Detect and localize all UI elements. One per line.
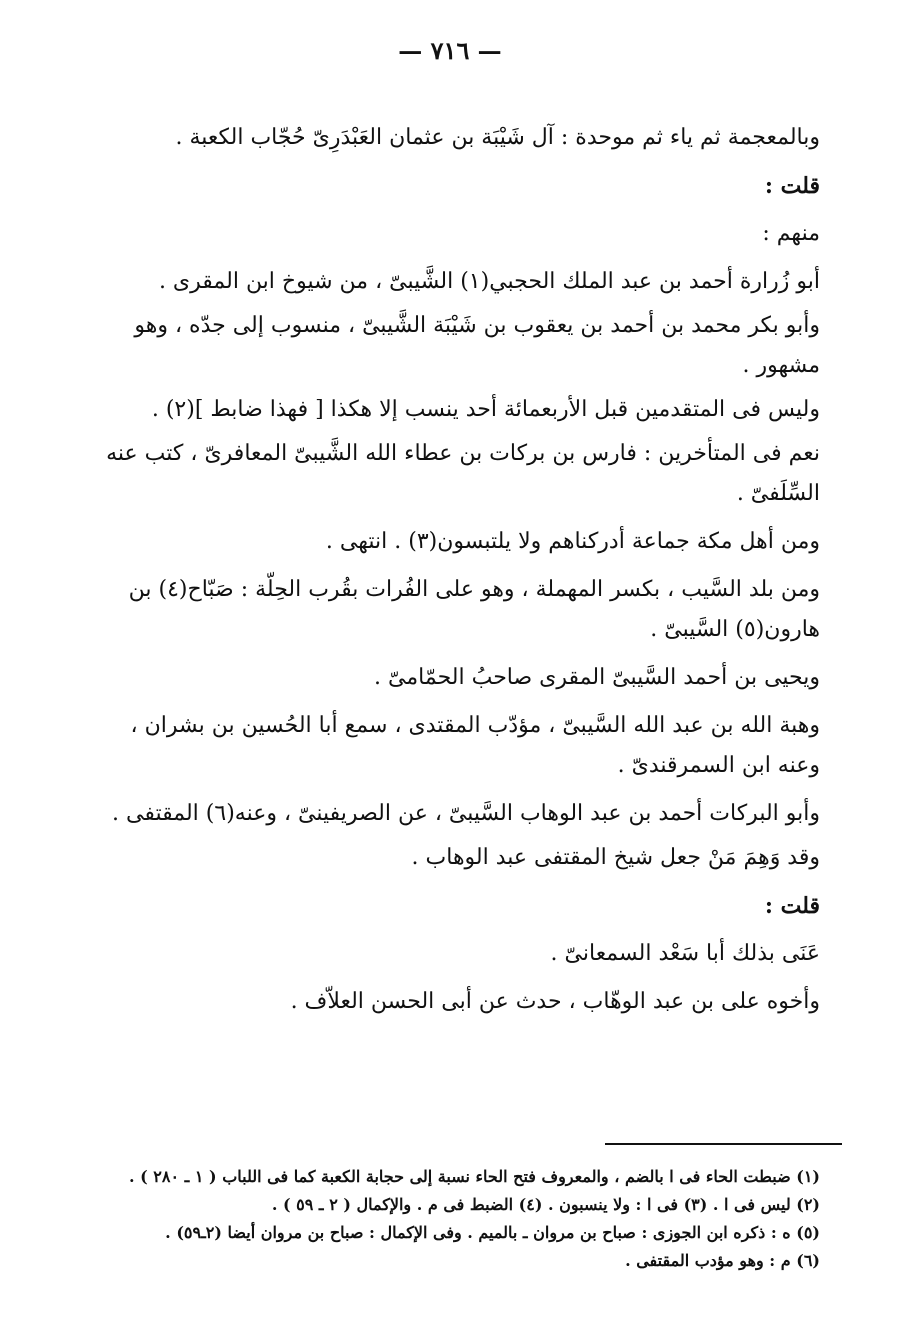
footnote: (٦) م : وهو مؤدب المقتفى . [625, 1251, 820, 1270]
paragraph: وهبة الله بن عبد الله السَّيبىّ ، مؤدّب المقتدى ، سمع أبا الحُسين بن بشران ، وعنه ابن السمرقندىّ . [130, 713, 820, 778]
paragraph: وأبو بكر محمد بن أحمد بن يعقوب بن شَيْبَة الشَّيبىّ ، منسوب إلى جدّه ، وهو مشهور . [134, 313, 820, 378]
paragraph: عَنَى بذلك أبا سَعْد السمعانىّ . [550, 941, 820, 966]
section-heading: قلت : [764, 893, 820, 919]
paragraph: وأبو البركات أحمد بن عبد الوهاب السَّيبىّ ، عن الصريفينىّ ، وعنه(٦) المقتفى . [112, 801, 820, 826]
footnotes-divider [605, 1143, 842, 1145]
paragraph: أبو زُرارة أحمد بن عبد الملك الحجبي(١) الشَّيبىّ ، من شيوخ ابن المقرى . [158, 269, 820, 294]
paragraph: ومن أهل مكة جماعة أدركناهم ولا يلتبسون(٣) . انتهى . [325, 529, 820, 554]
footnote: (١) ضبطت الحاء فى ا بالضم ، والمعروف فتح الحاء نسبة إلى حجابة الكعبة كما فى اللباب ( ١ ـ ٢٨٠ ) . [129, 1167, 820, 1186]
page-number: — ٧١٦ — [398, 36, 502, 65]
section-heading: قلت : [764, 173, 820, 199]
paragraph: وأخوه على بن عبد الوهّاب ، حدث عن أبى الحسن العلاّف . [290, 989, 820, 1014]
paragraph: وبالمعجمة ثم ياء ثم موحدة : آل شَيْبَة بن عثمان العَبْدَرِىّ حُجّاب الكعبة . [175, 125, 820, 150]
footnote: (٥) ه : ذكره ابن الجوزى : صباح بن مروان ـ بالميم . وفى الإكمال : صباح بن مروان أيضا (٢ـ٥٩) . [165, 1223, 820, 1242]
footnotes [95, 1163, 820, 1275]
paragraph: وليس فى المتقدمين قبل الأربعمائة أحد ينسب إلا هكذا [ فهذا ضابط ](٢) . [151, 397, 820, 422]
paragraph: وقد وَهِمَ مَنْ جعل شيخ المقتفى عبد الوهاب . [411, 845, 820, 870]
paragraph: منهم : [762, 221, 820, 246]
paragraph: نعم فى المتأخرين : فارس بن بركات بن عطاء الله الشَّيبىّ المعافرىّ ، كتب عنه السِّلَفىّ . [106, 441, 820, 506]
paragraph: ومن بلد السَّيب ، بكسر المهملة ، وهو على الفُرات بقُرب الحِلّة : صَبّاح(٤) بن هارون(٥) السَّيبىّ . [128, 577, 820, 642]
footnote: (٢) ليس فى ا . (٣) فى ا : ولا ينسبون . (٤) الضبط فى م . والإكمال ( ٢ ـ ٥٩ ) . [271, 1195, 820, 1214]
main-text [95, 118, 820, 1030]
paragraph: ويحيى بن أحمد السَّيبىّ المقرى صاحبُ الحمّامىّ . [374, 665, 820, 690]
